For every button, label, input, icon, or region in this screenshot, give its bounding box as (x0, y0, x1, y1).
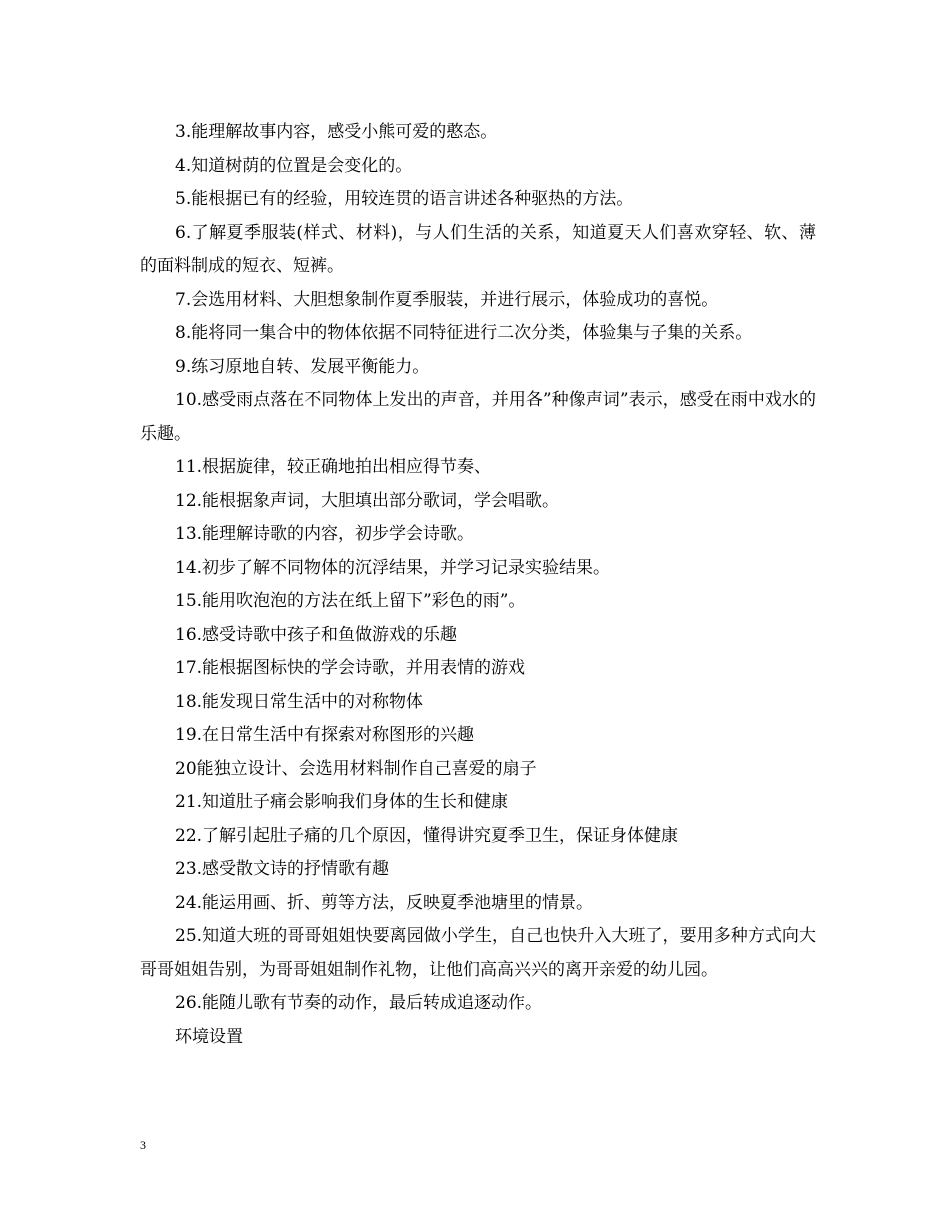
paragraph-goal-21: 21.知道肚子痛会影响我们身体的生长和健康 (175, 792, 509, 812)
paragraph-goal-8: 8.能将同一集合中的物体依据不同特征进行二次分类，体验集与子集的关系。 (175, 323, 753, 343)
paragraph-goal-13: 13.能理解诗歌的内容，初步学会诗歌。 (175, 524, 475, 544)
paragraph-goal-23: 23.感受散文诗的抒情歌有趣 (175, 859, 390, 879)
paragraph-goal-6: 6.了解夏季服装(样式、材料)，与人们生活的关系，知道夏天人们喜欢穿轻、软、薄的面料制成的短衣、短裤。 (140, 222, 816, 276)
paragraph-goal-4: 4.知道树荫的位置是会变化的。 (175, 155, 413, 176)
paragraph-goal-3: 3.能理解故事内容，感受小熊可爱的憨态。 (175, 122, 498, 142)
paragraph-goal-25: 25.知道大班的哥哥姐姐快要离园做小学生，自己也快升入大班了，要用多种方式向大哥哥姐姐告别，为哥哥姐姐制作礼物，让他们高高兴兴的离开亲爱的幼儿园。 (140, 926, 816, 980)
section-heading-environment: 环境设置 (175, 1026, 243, 1047)
paragraph-goal-22: 22.了解引起肚子痛的几个原因，懂得讲究夏季卫生，保证身体健康 (175, 825, 679, 846)
page-number: 3 (140, 1138, 146, 1152)
paragraph-goal-7: 7.会选用材料、大胆想象制作夏季服装，并进行展示，体验成功的喜悦。 (175, 289, 719, 310)
paragraph-goal-24: 24.能运用画、折、剪等方法，反映夏季池塘里的情景。 (175, 892, 594, 913)
paragraph-goal-12: 12.能根据象声词，大胆填出部分歌词，学会唱歌。 (175, 490, 560, 511)
paragraph-goal-15: 15.能用吹泡泡的方法在纸上留下”彩色的雨”。 (175, 591, 526, 611)
paragraph-goal-14: 14.初步了解不同物体的沉浮结果，并学习记录实验结果。 (175, 557, 611, 578)
paragraph-goal-10: 10.感受雨点落在不同物体上发出的声音，并用各”种像声词”表示，感受在雨中戏水的乐趣。 (140, 390, 816, 444)
document-body (140, 116, 816, 1054)
paragraph-goal-16: 16.感受诗歌中孩子和鱼做游戏的乐趣 (175, 624, 458, 645)
paragraph-goal-17: 17.能根据图标快的学会诗歌，并用表情的游戏 (175, 658, 526, 678)
paragraph-goal-11: 11.根据旋律，较正确地拍出相应得节奏、 (175, 457, 492, 477)
paragraph-goal-18: 18.能发现日常生活中的对称物体 (175, 691, 424, 712)
paragraph-goal-26: 26.能随儿歌有节奏的动作，最后转成追逐动作。 (175, 993, 543, 1013)
paragraph-goal-19: 19.在日常生活中有探索对称图形的兴趣 (175, 725, 475, 745)
paragraph-goal-9: 9.练习原地自转、发展平衡能力。 (175, 356, 430, 377)
paragraph-goal-20: 20能独立设计、会选用材料制作自己喜爱的扇子 (175, 758, 537, 779)
paragraph-goal-5: 5.能根据已有的经验，用较连贯的语言讲述各种驱热的方法。 (175, 189, 634, 209)
